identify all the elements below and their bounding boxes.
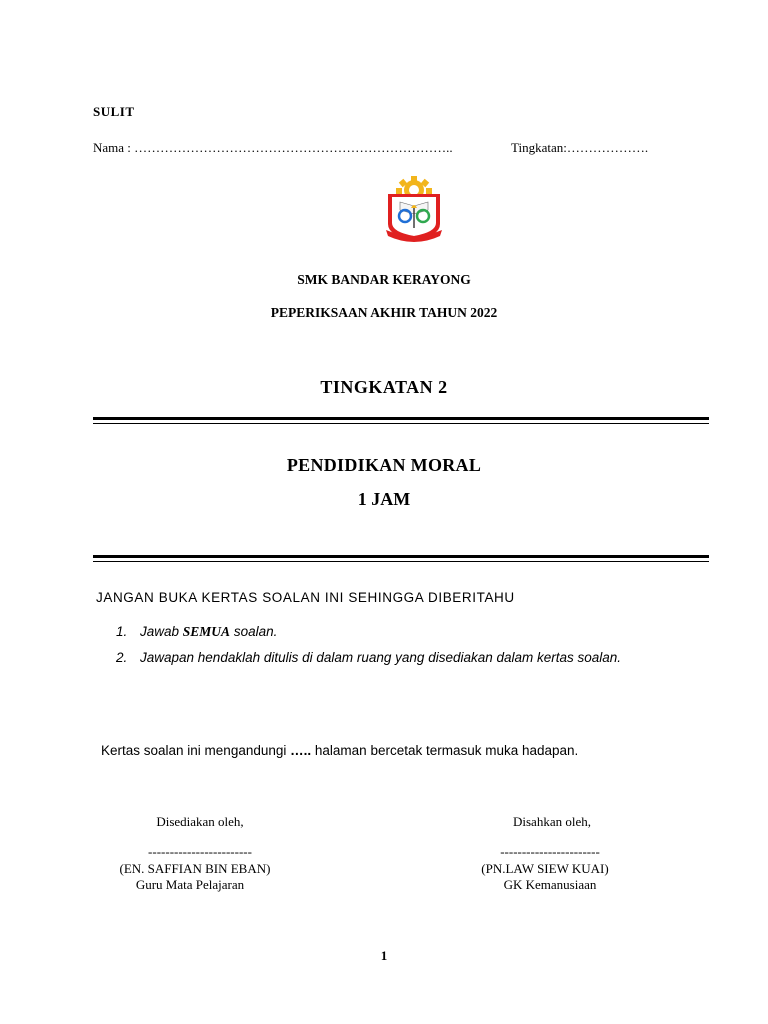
prepared-by-signature-line: ------------------------ <box>148 844 252 859</box>
approved-by-label: Disahkan oleh, <box>513 814 591 829</box>
exam-duration: 1 JAM <box>357 489 411 509</box>
classification-label: SULIT <box>93 104 135 119</box>
divider-bottom <box>93 555 709 558</box>
exam-title: PEPERIKSAAN AKHIR TAHUN 2022 <box>270 305 498 320</box>
divider-top-thin <box>93 423 709 424</box>
prepared-by-name: (EN. SAFFIAN BIN EBAN) <box>119 861 271 876</box>
divider-top <box>93 417 709 420</box>
school-name: SMK BANDAR KERAYONG <box>297 272 471 287</box>
prepared-by-label: Disediakan oleh, <box>156 814 244 829</box>
instruction-number: 1. <box>116 624 128 639</box>
page-number: 1 <box>380 948 388 963</box>
divider-bottom-thin <box>93 561 709 562</box>
school-crest-icon <box>378 176 450 248</box>
exam-warning: JANGAN BUKA KERTAS SOALAN INI SEHINGGA DIBERITAHU <box>96 590 515 605</box>
instruction-text: Jawab SEMUA soalan. <box>140 624 278 639</box>
name-field-label: Nama : ……………………………………………………………….. <box>93 140 453 155</box>
instruction-item-1 <box>116 624 716 642</box>
class-field-label: Tingkatan:………………. <box>511 140 649 155</box>
instruction-text: Jawapan hendaklah ditulis di dalam ruang yang disediakan dalam kertas soalan. <box>140 650 622 665</box>
approved-by-signature-line: ----------------------- <box>500 844 600 859</box>
approved-by-role: GK Kemanusiaan <box>503 877 597 892</box>
form-level: TINGKATAN 2 <box>320 377 448 397</box>
instruction-item-2 <box>116 650 716 668</box>
approved-by-name: (PN.LAW SIEW KUAI) <box>481 861 609 876</box>
emphasis-text: SEMUA <box>182 624 231 639</box>
subject-title: PENDIDIKAN MORAL <box>286 455 482 475</box>
page-count-note: Kertas soalan ini mengandungi ….. halaman bercetak termasuk muka hadapan. <box>101 743 579 758</box>
prepared-by-role: Guru Mata Pelajaran <box>135 877 245 892</box>
instruction-number: 2. <box>116 650 128 665</box>
